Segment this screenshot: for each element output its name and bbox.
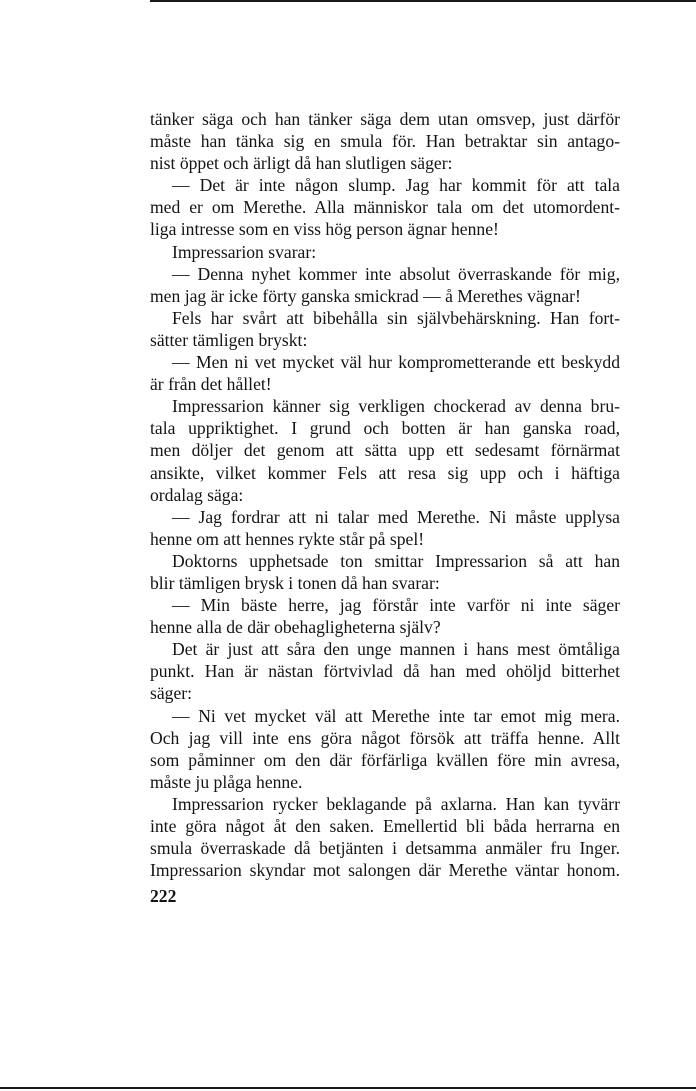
- text-line: Impressarion skyndar mot salongen där Merethe väntar honom.: [150, 860, 620, 881]
- text-line: Doktorns upphetsade ton smittar Impressarion så att han: [172, 550, 620, 571]
- text-line: Impressarion rycker beklagande på axlarna. Han kan tyvärr: [172, 793, 620, 814]
- body-text: [150, 108, 620, 881]
- text-line: punkt. Han är nästan förtvivlad då han med ohöljd bitterhet: [150, 661, 620, 682]
- text-line: — Det är inte någon slump. Jag har kommit för att tala: [172, 175, 620, 196]
- text-line: sätter tämligen bryskt:: [150, 329, 308, 350]
- text-line: är från det hållet!: [150, 374, 272, 395]
- text-line: — Men ni vet mycket väl hur komprometterande ett beskydd: [172, 352, 620, 373]
- text-line: blir tämligen brysk i tonen då han svarar:: [150, 572, 440, 593]
- text-line: henne alla de där obehagligheterna själv?: [150, 617, 441, 638]
- text-line: säger:: [150, 683, 193, 704]
- text-line: måste han tänka sig en smula för. Han betraktar sin antago-: [150, 131, 620, 152]
- text-line: nist öppet och ärligt då han slutligen säger:: [150, 153, 453, 174]
- text-line: smula överraskade då betjänten i detsamma anmäler fru Inger.: [150, 838, 620, 859]
- text-line: henne om att hennes rykte står på spel!: [150, 528, 425, 549]
- text-line: Impressarion känner sig verkligen chockerad av denna bru-: [172, 396, 620, 417]
- text-line: Impressarion svarar:: [172, 241, 317, 262]
- text-line: liga intresse som en viss hög person ägnar henne!: [150, 219, 499, 240]
- text-line: men jag är icke förty ganska smickrad — å Merethes vägnar!: [150, 285, 581, 306]
- text-line: Fels har svårt att bibehålla sin självbehärskning. Han fort-: [172, 307, 620, 328]
- text-line: som påminner om den där förfärliga kvällen före min avresa,: [150, 749, 620, 770]
- text-line: tala uppriktighet. I grund och botten är han ganska road,: [150, 418, 620, 439]
- text-line: Det är just att såra den unge mannen i hans mest ömtåliga: [172, 639, 620, 660]
- text-line: — Denna nyhet kommer inte absolut överraskande för mig,: [172, 263, 620, 284]
- text-line: ordalag säga:: [150, 484, 244, 505]
- text-line: inte göra något åt den saken. Emellertid bli båda herrarna en: [150, 816, 620, 836]
- text-line: ansikte, vilket kommer Fels att resa sig upp och i häftiga: [150, 462, 620, 483]
- bottom-edge-rule: [0, 1087, 696, 1089]
- top-edge-rule: [150, 0, 696, 2]
- text-line: tänker säga och han tänker säga dem utan omsvep, just därför: [150, 109, 620, 129]
- text-line: med er om Merethe. Alla människor tala om det utomordent-: [150, 197, 620, 218]
- text-line: men döljer det genom att sätta upp ett sedesamt förnärmat: [150, 440, 620, 461]
- text-line: — Ni vet mycket väl att Merethe inte tar emot mig mera.: [172, 705, 620, 726]
- text-line: — Jag fordrar att ni talar med Merethe. Ni måste upplysa: [172, 506, 620, 527]
- page-number: 222: [150, 886, 177, 906]
- text-line: — Min bäste herre, jag förstår inte varför ni inte säger: [172, 595, 620, 616]
- text-line: måste ju plåga henne.: [150, 771, 303, 792]
- text-line: Och jag vill inte ens göra något försök att träffa henne. Allt: [150, 727, 620, 748]
